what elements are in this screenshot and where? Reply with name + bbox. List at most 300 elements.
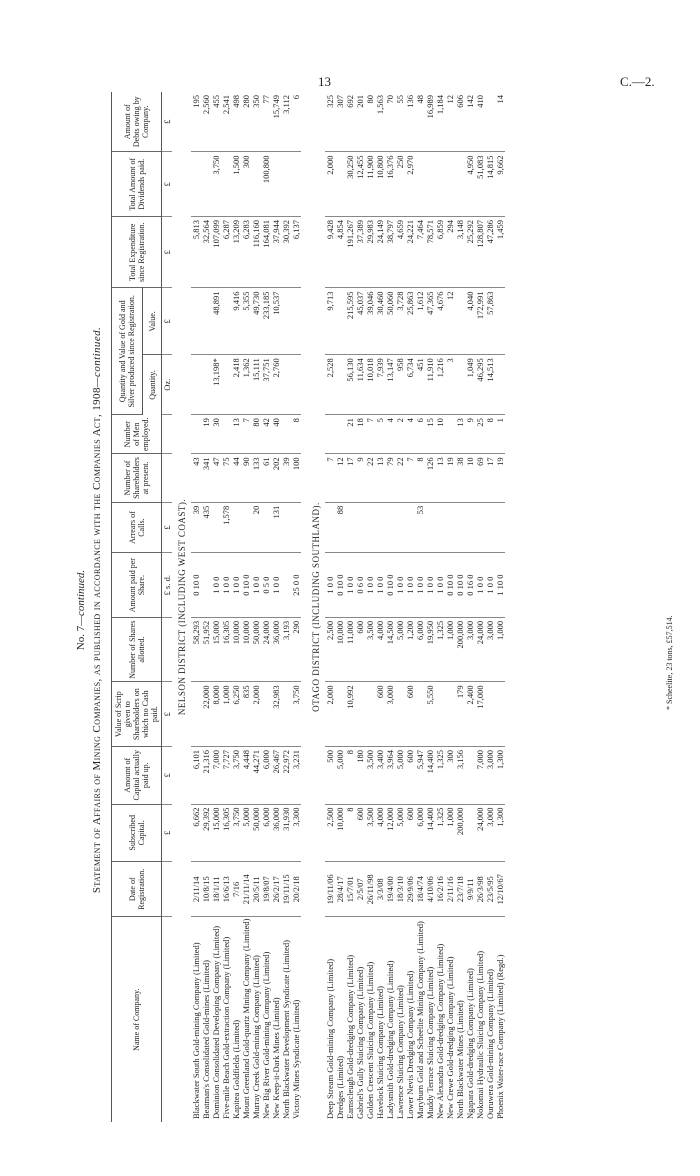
- table-cell: 80: [365, 92, 375, 152]
- table-row: [271, 92, 281, 1122]
- table-cell: [281, 152, 291, 217]
- table-row: [291, 92, 301, 1122]
- col-header-quantity: Quantity.: [143, 355, 162, 415]
- table-row: [211, 92, 221, 1122]
- table-cell: 7/16: [231, 862, 241, 917]
- col-header-shares: Number of Shares allotted.: [112, 617, 162, 682]
- table-cell: 280: [241, 92, 251, 152]
- table-cell: 8,000: [211, 682, 221, 747]
- table-cell: [271, 152, 281, 217]
- page-number: 13: [318, 74, 331, 89]
- table-cell: 10/8/15: [201, 862, 211, 917]
- table-cell: 4,448: [241, 746, 251, 804]
- table-cell: [465, 804, 475, 862]
- table-cell: [335, 415, 345, 454]
- col-header-name: Name of Company.: [112, 917, 162, 1122]
- table-cell: 49,730: [251, 288, 261, 355]
- table-cell: 9/9/11: [465, 862, 475, 917]
- col-header-date: Date of Registration.: [112, 862, 162, 917]
- table-cell: 10,000: [335, 804, 345, 862]
- table-cell: [485, 92, 495, 152]
- company-name-cell: Kapitea Goldfields (Limited): [231, 1019, 241, 1119]
- table-cell: 7: [325, 454, 335, 502]
- company-name-cell: Havelock Sluicing Company (Limited): [375, 986, 385, 1119]
- table-row: [231, 92, 241, 1122]
- table-cell: [221, 415, 231, 454]
- table-cell: [455, 355, 465, 415]
- table-row: [201, 92, 211, 1122]
- table-cell: 0 5 0: [261, 553, 271, 618]
- table-cell: 1 0 0: [405, 553, 415, 618]
- table-cell: 1,200: [405, 617, 415, 682]
- table-cell: 20/2/18: [291, 862, 301, 917]
- table-cell: 1,325: [435, 804, 445, 862]
- units-row: [162, 92, 173, 1122]
- table-cell: 77: [261, 92, 271, 152]
- table-cell: 142: [465, 92, 475, 152]
- table-cell: 26/11/98: [365, 862, 375, 917]
- col-header-debts: Amount of Debts owing by Company.: [112, 92, 162, 152]
- table-cell: 8: [415, 454, 425, 502]
- col-header-shareholders: Number of Shareholders at present.: [112, 454, 162, 502]
- table-cell: 2/5/07: [355, 862, 365, 917]
- table-cell: [445, 415, 455, 454]
- table-cell: 1,000: [221, 682, 231, 747]
- table-cell: 0 10 0: [445, 553, 455, 618]
- table-cell: 16,989: [425, 92, 435, 152]
- table-cell: [231, 502, 241, 553]
- table-cell: 22,000: [201, 682, 211, 747]
- table-cell: [455, 288, 465, 355]
- table-cell: 1,000: [445, 804, 455, 862]
- table-cell: 0 10 0: [455, 553, 465, 618]
- table-cell: 16,376: [385, 152, 395, 217]
- table-cell: 6,101: [191, 746, 201, 804]
- table-cell: 9,662: [495, 152, 505, 217]
- table-cell: 7: [365, 415, 375, 454]
- table-cell: 1 0 0: [325, 553, 335, 618]
- table-cell: 5,000: [395, 804, 405, 862]
- unit-cell: £: [162, 92, 173, 152]
- table-cell: 4/10/06: [425, 862, 435, 917]
- table-cell: 31,930: [281, 804, 291, 862]
- document-number-continued: —continued.: [75, 569, 87, 626]
- unit-cell: £ s. d.: [162, 553, 173, 618]
- table-cell: 3,300: [291, 804, 301, 862]
- table-cell: 1,362: [241, 355, 251, 415]
- table-cell: [221, 152, 231, 217]
- table-cell: [335, 288, 345, 355]
- table-cell: 7,727: [221, 746, 231, 804]
- table-cell: 39,046: [365, 288, 375, 355]
- table-cell: [495, 682, 505, 747]
- table-cell: 21/11/14: [241, 862, 251, 917]
- table-cell: 70: [385, 92, 395, 152]
- table-cell: 1 0 0: [211, 553, 221, 618]
- table-cell: [425, 152, 435, 217]
- table-cell: 37,389: [355, 217, 365, 288]
- table-cell: 13,209: [231, 217, 241, 288]
- unit-cell: [162, 617, 173, 682]
- table-cell: 17: [485, 454, 495, 502]
- table-cell: [425, 502, 435, 553]
- table-cell: 19: [201, 415, 211, 454]
- table-cell: 2,970: [405, 152, 415, 217]
- table-cell: [485, 502, 495, 553]
- table-cell: 15,749: [271, 92, 281, 152]
- table-cell: 19: [495, 454, 505, 502]
- table-cell: 215,595: [345, 288, 355, 355]
- table-cell: 12/10/67: [495, 862, 505, 917]
- table-cell: 1 0 0: [251, 553, 261, 618]
- table-cell: 1,500: [231, 152, 241, 217]
- table-cell: [335, 355, 345, 415]
- table-cell: 36,000: [271, 617, 281, 682]
- table-row: [485, 92, 495, 1122]
- table-cell: 3,000: [485, 617, 495, 682]
- table-cell: 19,950: [425, 617, 435, 682]
- section-title: OTAGO DISTRICT (INCLUDING SOUTHLAND).: [311, 502, 321, 712]
- unit-cell: [162, 454, 173, 502]
- table-cell: 25 0 0: [291, 553, 301, 618]
- table-cell: 1 0 0: [475, 553, 485, 618]
- col-header-subscribed: Subscribed Capital.: [112, 804, 162, 862]
- table-cell: 3,750: [231, 746, 241, 804]
- table-cell: 8: [485, 415, 495, 454]
- table-cell: 10,800: [375, 152, 385, 217]
- table-cell: 19/11/15: [281, 862, 291, 917]
- table-cell: 10,537: [271, 288, 281, 355]
- table-cell: 8: [345, 804, 355, 862]
- table-cell: 300: [241, 152, 251, 217]
- table-row: [445, 92, 455, 1122]
- table-cell: 24,000: [475, 804, 485, 862]
- table-cell: 3,231: [291, 746, 301, 804]
- table-cell: 128,807: [475, 217, 485, 288]
- table-cell: 1: [495, 415, 505, 454]
- table-cell: 9: [355, 454, 365, 502]
- table-cell: 37,751: [261, 355, 271, 415]
- table-cell: 6,000: [261, 746, 271, 804]
- table-cell: 1,000: [495, 617, 505, 682]
- table-cell: 21,316: [201, 746, 211, 804]
- table-cell: [415, 682, 425, 747]
- table-cell: 88: [335, 502, 345, 553]
- company-name-cell: Phoenix Water-race Company (Limited) (Regd.): [495, 954, 505, 1119]
- document-title: [75, 90, 87, 1130]
- table-cell: [191, 415, 201, 454]
- table-cell: 15,000: [211, 804, 221, 862]
- table-cell: [435, 682, 445, 747]
- unit-cell: [162, 415, 173, 454]
- company-name-cell: Ouruwera Gold-mining Company (Limited): [485, 969, 495, 1119]
- table-cell: 4: [385, 415, 395, 454]
- table-cell: [395, 502, 405, 553]
- table-row: [465, 92, 475, 1122]
- table-cell: 116,160: [251, 217, 261, 288]
- table-cell: 600: [375, 682, 385, 747]
- table-cell: [211, 502, 221, 553]
- table-row: [241, 92, 251, 1122]
- company-name-cell: Nokomai Hydraulic Sluicing Company (Limited): [475, 950, 485, 1119]
- table-cell: 15: [425, 415, 435, 454]
- company-name-cell: Blackwater South Gold-mining Company (Limited): [191, 942, 201, 1119]
- table-cell: [455, 152, 465, 217]
- company-name-cell: Deep Stream Gold-mining Company (Limited): [325, 958, 335, 1119]
- table-cell: 48: [415, 92, 425, 152]
- company-name-cell: New Big River Gold-mining Company (Limited): [261, 951, 271, 1119]
- table-cell: [201, 288, 211, 355]
- table-cell: 6,137: [291, 217, 301, 288]
- statement-heading: [91, 90, 103, 1130]
- table-cell: 195: [191, 92, 201, 152]
- table-cell: 53: [415, 502, 425, 553]
- table-cell: 1 0 0: [271, 553, 281, 618]
- table-cell: 133: [251, 454, 261, 502]
- table-cell: 1 0 0: [345, 553, 355, 618]
- table-cell: 7: [405, 454, 415, 502]
- table-cell: 2,560: [201, 92, 211, 152]
- table-cell: 290: [291, 617, 301, 682]
- company-name-cell: Maryburn Gold and Scheelite Mining Company (Limited): [415, 921, 425, 1119]
- table-cell: 69: [475, 454, 485, 502]
- table-cell: 16,305: [221, 804, 231, 862]
- table-cell: 13,198*: [211, 355, 221, 415]
- table-cell: 1,300: [495, 804, 505, 862]
- table-body: [162, 92, 506, 1122]
- table-cell: 16,305: [221, 617, 231, 682]
- company-name-cell: New Keep-it-Dark Mines (Limited): [271, 997, 281, 1119]
- table-cell: [325, 415, 335, 454]
- table-cell: [435, 152, 445, 217]
- unit-cell: £: [162, 746, 173, 804]
- table-cell: 1 0 0: [221, 553, 231, 618]
- company-name-cell: Beatman's Consolidated Gold-mines (Limited): [201, 960, 211, 1119]
- table-cell: 14,513: [485, 355, 495, 415]
- table-cell: [465, 746, 475, 804]
- table-cell: 1,300: [495, 746, 505, 804]
- table-cell: 19/8/07: [261, 862, 271, 917]
- table-cell: 12,455: [355, 152, 365, 217]
- table-cell: 250: [395, 152, 405, 217]
- table-cell: 3,000: [465, 617, 475, 682]
- table-cell: 7,939: [375, 355, 385, 415]
- col-header-paid-up: Amount of Capital actually paid up.: [112, 746, 162, 804]
- table-cell: 26/2/17: [271, 862, 281, 917]
- table-cell: 30,250: [345, 152, 355, 217]
- table-cell: 200,000: [455, 804, 465, 862]
- table-cell: 600: [355, 617, 365, 682]
- col-header-expenditure: Total Expenditure since Registration.: [112, 217, 162, 288]
- table-cell: 10,018: [365, 355, 375, 415]
- table-cell: 1 0 0: [435, 553, 445, 618]
- table-cell: [221, 355, 231, 415]
- table-cell: 0 16 0: [465, 553, 475, 618]
- table-row: [425, 92, 435, 1122]
- table-cell: 11,910: [425, 355, 435, 415]
- company-name-cell: Gabriel's Gully Sluicing Company (Limited): [355, 966, 365, 1119]
- table-cell: 100: [291, 454, 301, 502]
- table-cell: 44,271: [251, 746, 261, 804]
- page-code: C.—2.: [620, 74, 655, 89]
- table-cell: [445, 682, 455, 747]
- table-cell: 78,571: [425, 217, 435, 288]
- table-cell: 61: [261, 454, 271, 502]
- table-cell: 341: [201, 454, 211, 502]
- table-cell: [465, 502, 475, 553]
- table-cell: 10,000: [335, 617, 345, 682]
- unit-cell: £: [162, 217, 173, 288]
- table-cell: 410: [475, 92, 485, 152]
- table-cell: 30: [211, 415, 221, 454]
- table-cell: 29/9/06: [405, 862, 415, 917]
- table-cell: 300: [445, 746, 455, 804]
- table-cell: 3,728: [395, 288, 405, 355]
- table-cell: 1 0 0: [375, 553, 385, 618]
- unit-cell: Oz.: [162, 355, 173, 415]
- table-cell: 3,193: [281, 617, 291, 682]
- table-cell: 9,428: [325, 217, 335, 288]
- table-cell: 1,184: [435, 92, 445, 152]
- table-cell: 17,000: [475, 682, 485, 747]
- table-cell: 26/3/98: [475, 862, 485, 917]
- table-cell: 4,000: [375, 617, 385, 682]
- table-cell: 1 0 0: [231, 553, 241, 618]
- company-name-cell: North Blackwater Development Syndicate (Limited): [281, 940, 291, 1119]
- table-cell: [485, 682, 495, 747]
- table-cell: [281, 288, 291, 355]
- table-cell: 1,325: [435, 617, 445, 682]
- table-cell: 307: [335, 92, 345, 152]
- table-cell: 958: [395, 355, 405, 415]
- table-cell: 8: [291, 415, 301, 454]
- table-row: [455, 92, 465, 1122]
- company-name-cell: Earnscleugh Gold-dredging Company (Limited): [345, 954, 355, 1119]
- table-cell: 600: [405, 804, 415, 862]
- table-cell: [281, 355, 291, 415]
- table-cell: 3,400: [375, 746, 385, 804]
- table-cell: 18/4/74: [415, 862, 425, 917]
- table-row: [415, 92, 425, 1122]
- table-cell: [221, 288, 231, 355]
- table-cell: [435, 502, 445, 553]
- table-row: [495, 92, 505, 1122]
- table-cell: 1 0 0: [415, 553, 425, 618]
- table-cell: 37,944: [271, 217, 281, 288]
- table-cell: 10,000: [241, 617, 251, 682]
- table-cell: 47,286: [485, 217, 495, 288]
- table-cell: 126: [425, 454, 435, 502]
- table-cell: [251, 152, 261, 217]
- table-cell: 4,000: [375, 804, 385, 862]
- table-cell: 4,676: [435, 288, 445, 355]
- table-cell: 6,000: [415, 804, 425, 862]
- table-cell: 5,355: [241, 288, 251, 355]
- table-cell: 51,952: [201, 617, 211, 682]
- table-cell: 0 10 0: [191, 553, 201, 618]
- table-row: [375, 92, 385, 1122]
- table-cell: 3,500: [365, 617, 375, 682]
- table-cell: 48,891: [211, 288, 221, 355]
- table-cell: 325: [325, 92, 335, 152]
- table-cell: [261, 682, 271, 747]
- table-cell: 692: [345, 92, 355, 152]
- table-cell: 21: [345, 415, 355, 454]
- table-cell: 8: [345, 746, 355, 804]
- table-cell: 25,863: [405, 288, 415, 355]
- table-cell: 179: [455, 682, 465, 747]
- company-name-cell: Ngapara Gold-dredging Company (Limited): [465, 968, 475, 1119]
- table-cell: 14,400: [425, 804, 435, 862]
- table-cell: 6,283: [241, 217, 251, 288]
- table-cell: 435: [201, 502, 211, 553]
- table-cell: 1,049: [465, 355, 475, 415]
- table-row: [365, 92, 375, 1122]
- table-cell: 5,000: [241, 804, 251, 862]
- table-cell: 38: [455, 454, 465, 502]
- table-cell: 2,528: [325, 355, 335, 415]
- table-cell: 455: [211, 92, 221, 152]
- table-cell: 1 0 0: [365, 553, 375, 618]
- document-number: No. 7: [75, 625, 87, 651]
- table-cell: 24,000: [475, 617, 485, 682]
- table-cell: 20/5/11: [251, 862, 261, 917]
- col-header-men: Number of Men employed.: [112, 415, 162, 454]
- table-cell: 1,216: [435, 355, 445, 415]
- table-cell: 19: [445, 454, 455, 502]
- table-cell: 15,111: [251, 355, 261, 415]
- table-cell: 2,541: [221, 92, 231, 152]
- table-cell: 30,392: [281, 217, 291, 288]
- table-cell: 180: [355, 746, 365, 804]
- table-cell: 1 10 0: [495, 553, 505, 618]
- rotated-table-page: [65, 90, 695, 1130]
- table-cell: 7,464: [415, 217, 425, 288]
- table-cell: [455, 502, 465, 553]
- table-cell: [201, 553, 211, 618]
- table-cell: [191, 682, 201, 747]
- table-cell: 9,713: [325, 288, 335, 355]
- table-cell: 6: [291, 92, 301, 152]
- table-cell: 3,156: [455, 746, 465, 804]
- company-name-cell: New Alexandra Gold-dredging Company (Limited): [435, 943, 445, 1119]
- table-cell: 0 10 0: [385, 553, 395, 618]
- company-name-cell: Dominion Consolidated Developing Company (Limited): [211, 925, 221, 1119]
- table-cell: [281, 502, 291, 553]
- table-row: [385, 92, 395, 1122]
- unit-cell: £: [162, 288, 173, 355]
- table-cell: 13: [435, 454, 445, 502]
- company-name-cell: Five-mile Beach Gold-extraction Company (Limited): [221, 936, 231, 1119]
- table-cell: 18: [355, 415, 365, 454]
- table-cell: 600: [405, 682, 415, 747]
- table-cell: 3,750: [211, 152, 221, 217]
- company-name-cell: Murray Creek Gold-mining Company (Limited): [251, 955, 261, 1119]
- table-cell: 32,564: [201, 217, 211, 288]
- table-cell: 451: [415, 355, 425, 415]
- table-cell: 22: [365, 454, 375, 502]
- table-cell: 4,950: [465, 152, 475, 217]
- table-cell: [355, 502, 365, 553]
- table-row: [435, 92, 445, 1122]
- table-cell: 50,060: [385, 288, 395, 355]
- table-cell: 29,392: [201, 804, 211, 862]
- table-cell: 200,000: [455, 617, 465, 682]
- company-name-cell: Lower Nevis Dredging Company (Limited): [405, 970, 415, 1119]
- table-cell: [335, 152, 345, 217]
- table-cell: 0 6 0: [355, 553, 365, 618]
- table-cell: 7,000: [211, 746, 221, 804]
